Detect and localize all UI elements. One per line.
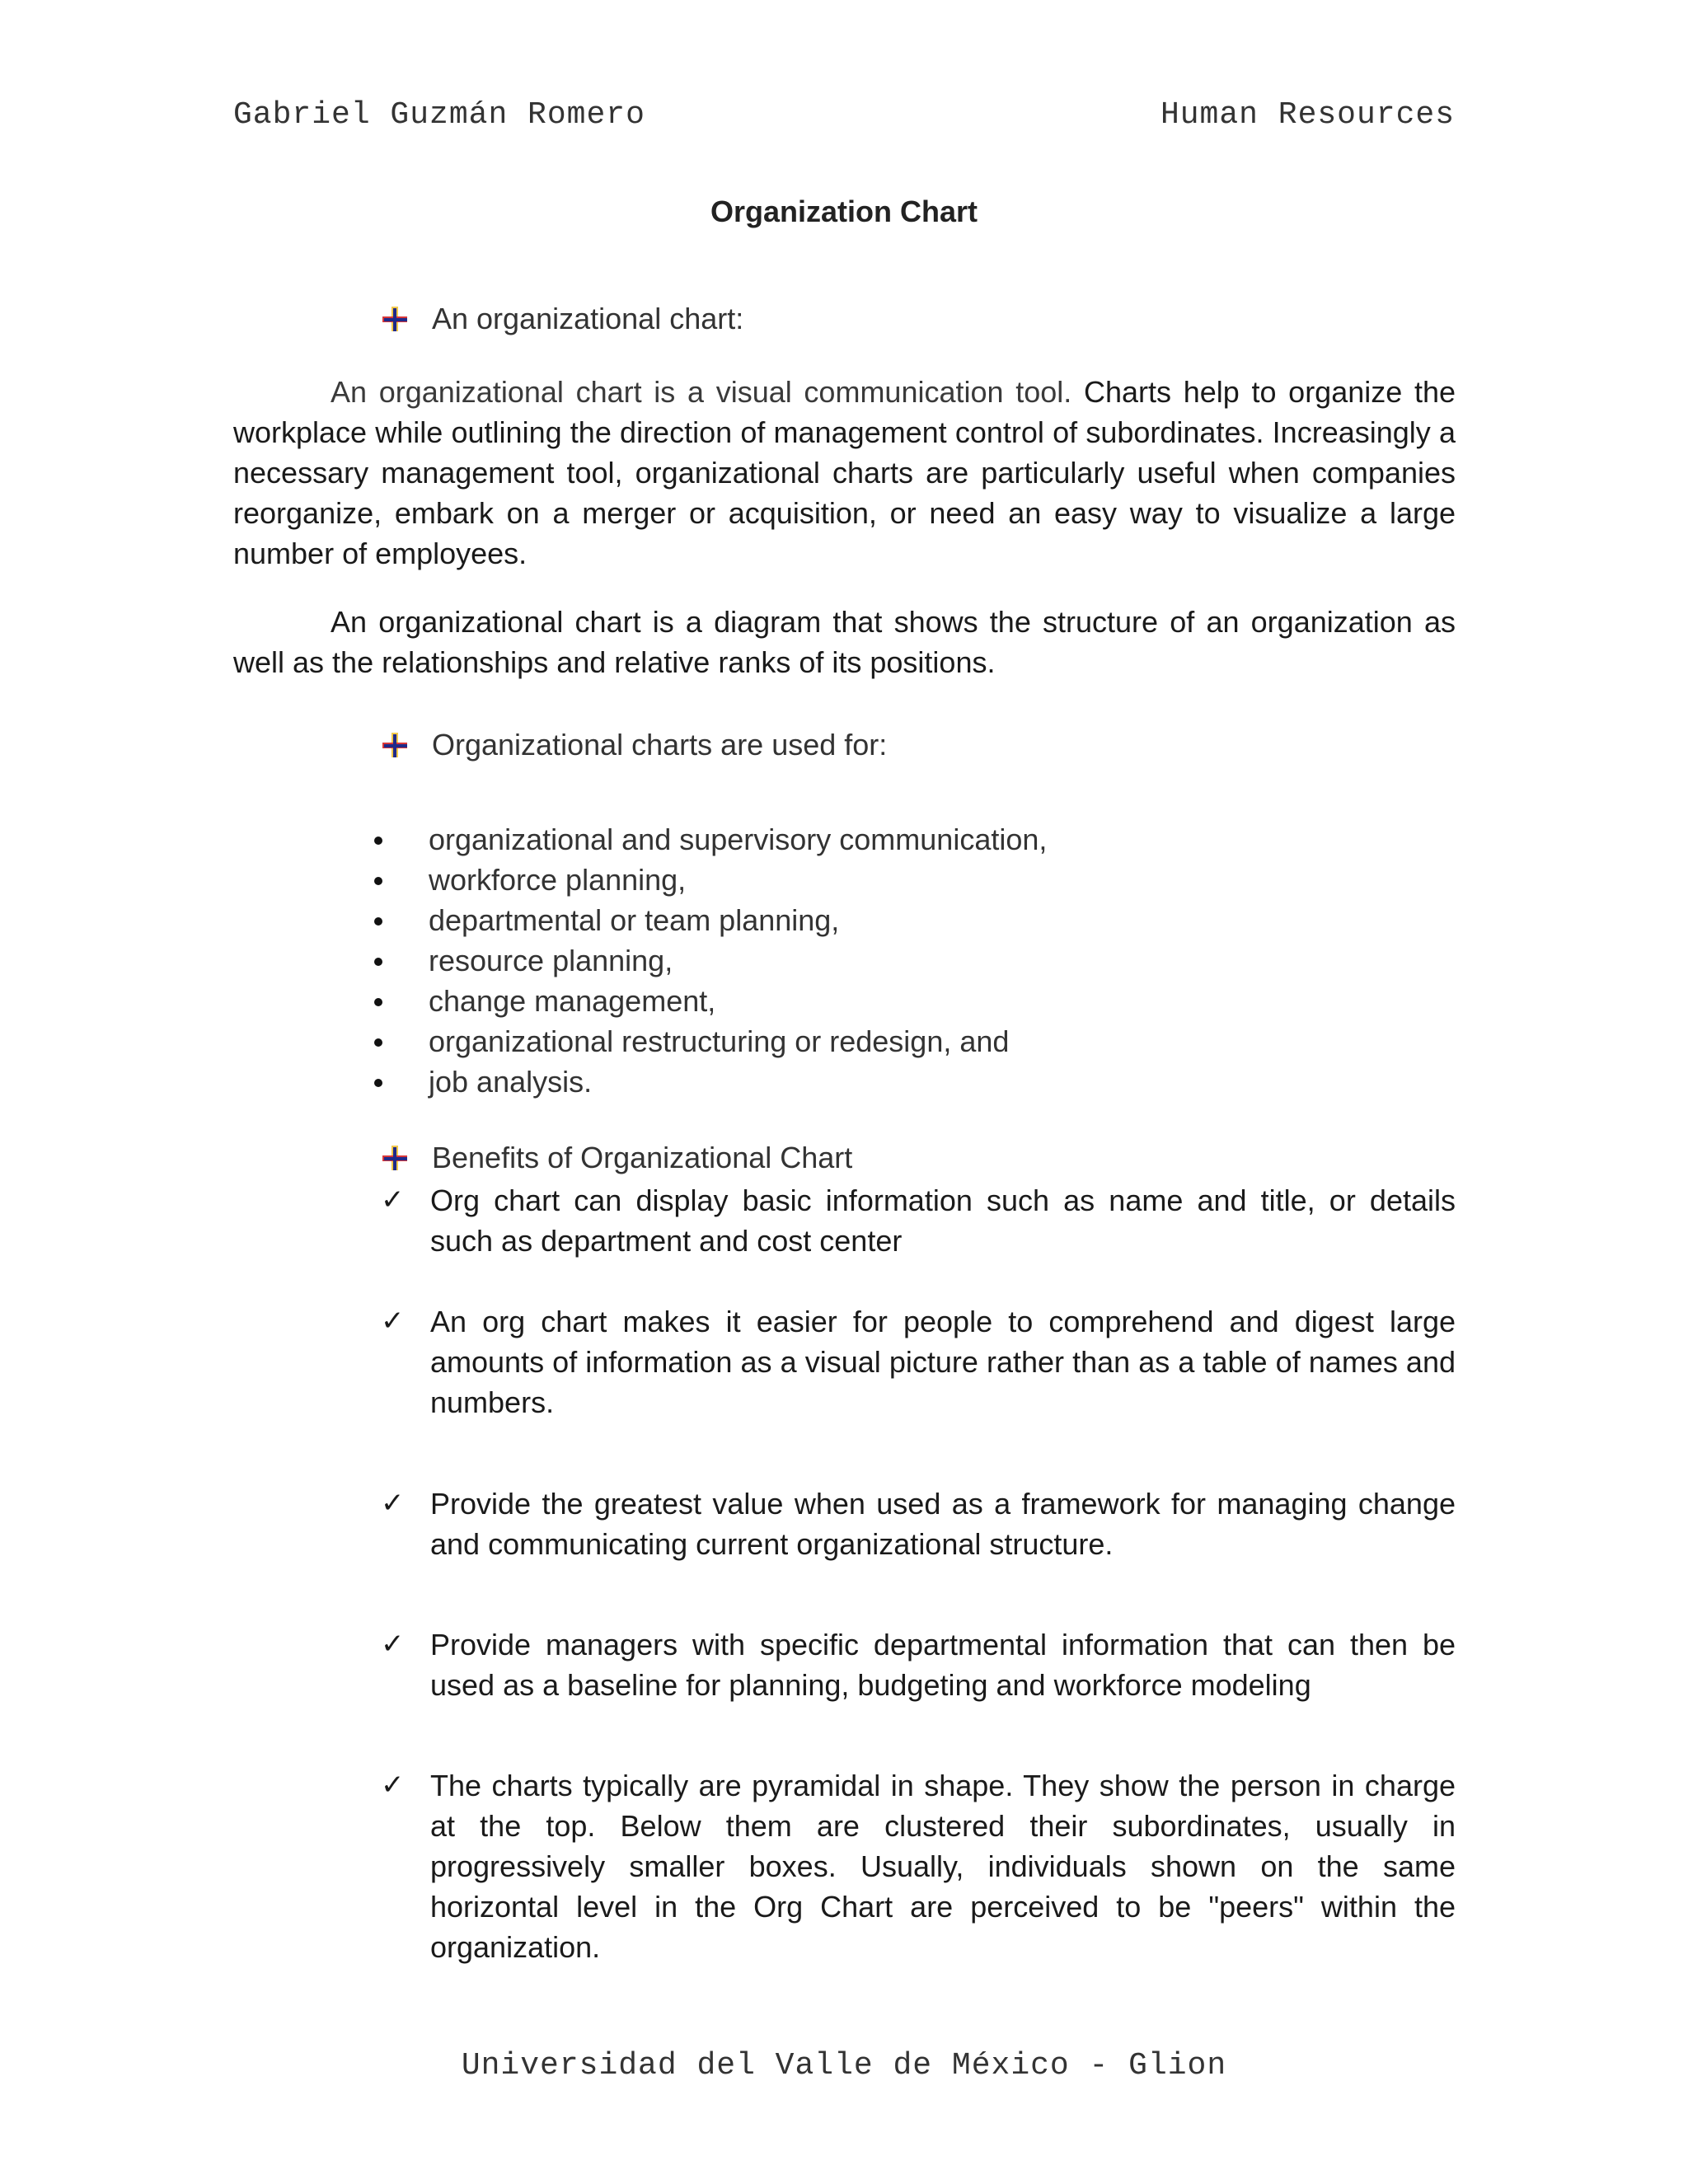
section-heading-uses — [381, 728, 887, 762]
list-item: departmental or team planning, — [371, 900, 1047, 940]
list-item: workforce planning, — [371, 860, 1047, 900]
section-heading-definition — [381, 302, 743, 336]
paragraph-rest: Charts help to organize the workplace while outlining the direction of management control of subordinates. Increasingly a necessary management tool, organizational charts are particularly useful when companies reorganize, embark on a merger or acquisition, or need an easy way to visualize a large number of employees. — [233, 375, 1456, 570]
cross-bullet-icon — [381, 731, 409, 759]
list-item: organizational restructuring or redesign, and — [371, 1021, 1047, 1062]
uses-list — [371, 819, 1047, 1102]
benefit-text: Org chart can display basic information such as name and title, or details such as department and cost center — [430, 1183, 1456, 1258]
list-item: resource planning, — [371, 940, 1047, 981]
checkmark-icon: ✓ — [381, 1305, 405, 1337]
benefit-text: Provide the greatest value when used as a framework for managing change and communicating current organizational structure. — [430, 1487, 1456, 1561]
page-footer: Universidad del Valle de México - Glion — [461, 2048, 1227, 2083]
checkmark-icon: ✓ — [381, 1769, 405, 1801]
benefit-item — [381, 1180, 1456, 1261]
paragraph-diagram: An organizational chart is a diagram that shows the structure of an organization as well as the relationships and relative ranks of its positions. — [233, 605, 1456, 679]
benefit-item — [381, 1483, 1456, 1564]
benefit-text: Provide managers with specific departmental information that can then be used as a baseline for planning, budgeting and workforce modeling — [430, 1628, 1456, 1702]
benefit-text: An org chart makes it easier for people to comprehend and digest large amounts of information as a visual picture rather than as a table of names and numbers. — [430, 1305, 1456, 1419]
cross-bullet-icon — [381, 1144, 409, 1172]
section-heading-benefits — [381, 1141, 852, 1175]
benefit-text: The charts typically are pyramidal in shape. They show the person in charge at the top. Below them are clustered their subordinates, usually in progressively smaller boxes. Usually, individuals shown on the same horizontal level in the Org Chart are perceived to be "peers" within the organization. — [430, 1769, 1456, 1964]
header-author: Gabriel Guzmán Romero — [233, 97, 645, 133]
paragraph-lead: An organizational chart is a visual communication tool. — [331, 375, 1072, 409]
list-item: change management, — [371, 981, 1047, 1021]
section-heading-label: Benefits of Organizational Chart — [432, 1141, 853, 1174]
cross-bullet-icon — [381, 305, 409, 333]
section-heading-label: An organizational chart: — [432, 302, 744, 335]
list-item: job analysis. — [371, 1062, 1047, 1102]
benefit-item — [381, 1301, 1456, 1422]
checkmark-icon: ✓ — [381, 1629, 405, 1660]
header-subject: Human Resources — [1160, 97, 1455, 133]
benefit-item — [381, 1765, 1456, 1967]
checkmark-icon: ✓ — [381, 1184, 405, 1216]
list-item: organizational and supervisory communication, — [371, 819, 1047, 860]
page-title: Organization Chart — [710, 194, 978, 228]
paragraph-definition — [233, 372, 1456, 574]
section-heading-label: Organizational charts are used for: — [432, 728, 888, 762]
checkmark-icon: ✓ — [381, 1488, 405, 1519]
benefit-item — [381, 1624, 1456, 1705]
